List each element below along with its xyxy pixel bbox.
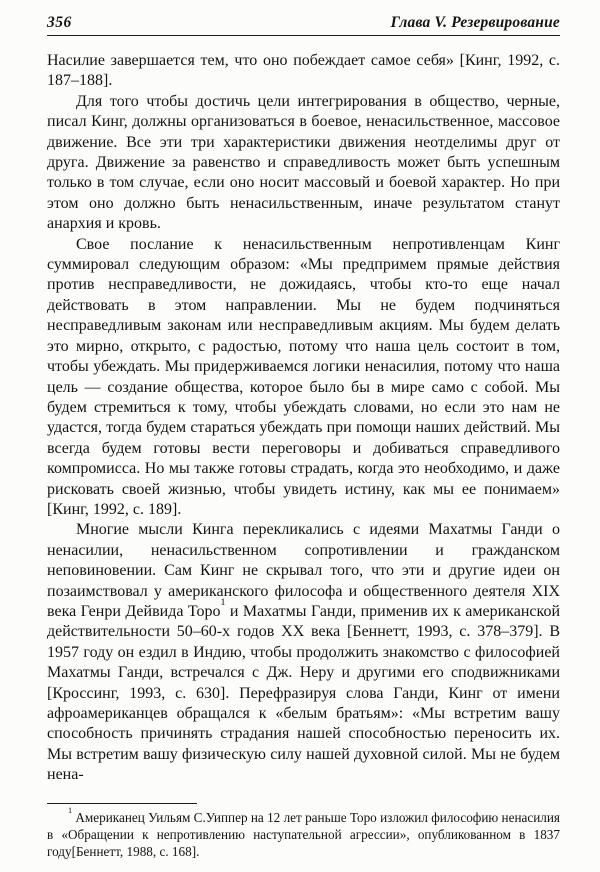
footnote-text: Американец Уильям С.Уиппер на 12 лет раньше Торо изложил философию ненасилия в «Обращении к непротивлению наступательной агрессии», опубликованном в 1837 году[Беннетт, 1988, с. 168]. xyxy=(47,810,560,859)
footnote-marker: 1 xyxy=(68,805,73,815)
footnote xyxy=(47,805,560,860)
page-number: 356 xyxy=(47,14,72,31)
chapter-title: Глава V. Резервирование xyxy=(390,14,560,31)
paragraph: Свое послание к ненасильственным непротивленцам Кинг суммировал следующим образом: «Мы предпримем прямые действия против несправедливости, не дожидаясь, чтобы кто-то еще начал действовать в этом направлении. Мы не будем подчиняться несправедливым законам или несправедливым акциям. Мы будем делать это мирно, открыто, с радостью, потому что наша цель состоит в том, чтобы убеждать. Мы придерживаемся логики ненасилия, потому что наша цель — создание общества, которое было бы в мире само с собой. Мы будем стремиться к тому, чтобы убеждать словами, но если это нам не удастся, тогда будем стараться убеждать при помощи наших действий. Мы всегда будем готовы вести переговоры и добиваться справедливого компромисса. Но мы также готовы страдать, когда это необходимо, и даже рисковать своей жизнью, чтобы увидеть истину, как мы ее понимаем» [Кинг, 1992, с. 189]. xyxy=(47,235,560,518)
paragraph-text: Многие мысли Кинга перекликались с идеями Махатмы Ганди о ненасилии, ненасильственном сопротивлении и гражданском неповиновении. Сам Кинг не скрывал того, что эти и другие идеи он позаимствовал у американского философа и общественного деятеля XIX века Генри Дейвида Торо xyxy=(47,521,560,620)
paragraph-continuation: Насилие завершается тем, что оно побеждает самое себя» [Кинг, 1992, с. 187–188]. xyxy=(47,52,560,90)
footnote-separator xyxy=(47,803,197,804)
paragraph: Для того чтобы достичь цели интегрирования в общество, черные, писал Кинг, должны организоваться в боевое, ненасильственное, массовое движение. Все эти три характеристики движения неотделимы друг от друга. Движение за равенство и справедливость может быть успешным только в том случае, если оно носит массовый и боевой характер. Но при этом оно должно быть ненасильственным, иначе результатом станут анархия и кровь. xyxy=(47,92,560,233)
footnote-reference: 1 xyxy=(220,597,226,609)
footnote-area xyxy=(47,803,560,860)
paragraph xyxy=(47,520,560,785)
header-rule xyxy=(47,35,560,36)
page-header xyxy=(47,14,560,32)
body-text xyxy=(47,51,560,795)
paragraph-text: и Махатмы Ганди, применив их к американской действительности 50–60-х годов XX века [Беннетт, 1993, с. 378–379]. В 1957 году он ездил в Индию, чтобы продолжить знакомство с философией Махатмы Ганди, встречался с Дж. Неру и другими его сподвижниками [Кроссинг, 1993, с. 630]. Перефразируя слова Ганди, Кинг от имени афроамериканцев обращался к «белым братьям»: «Мы встретим вашу способность причинять страдания нашей способностью переносить их. Мы встретим вашу физическую силу нашей духовной силой. Мы не будем нена- xyxy=(47,602,560,784)
